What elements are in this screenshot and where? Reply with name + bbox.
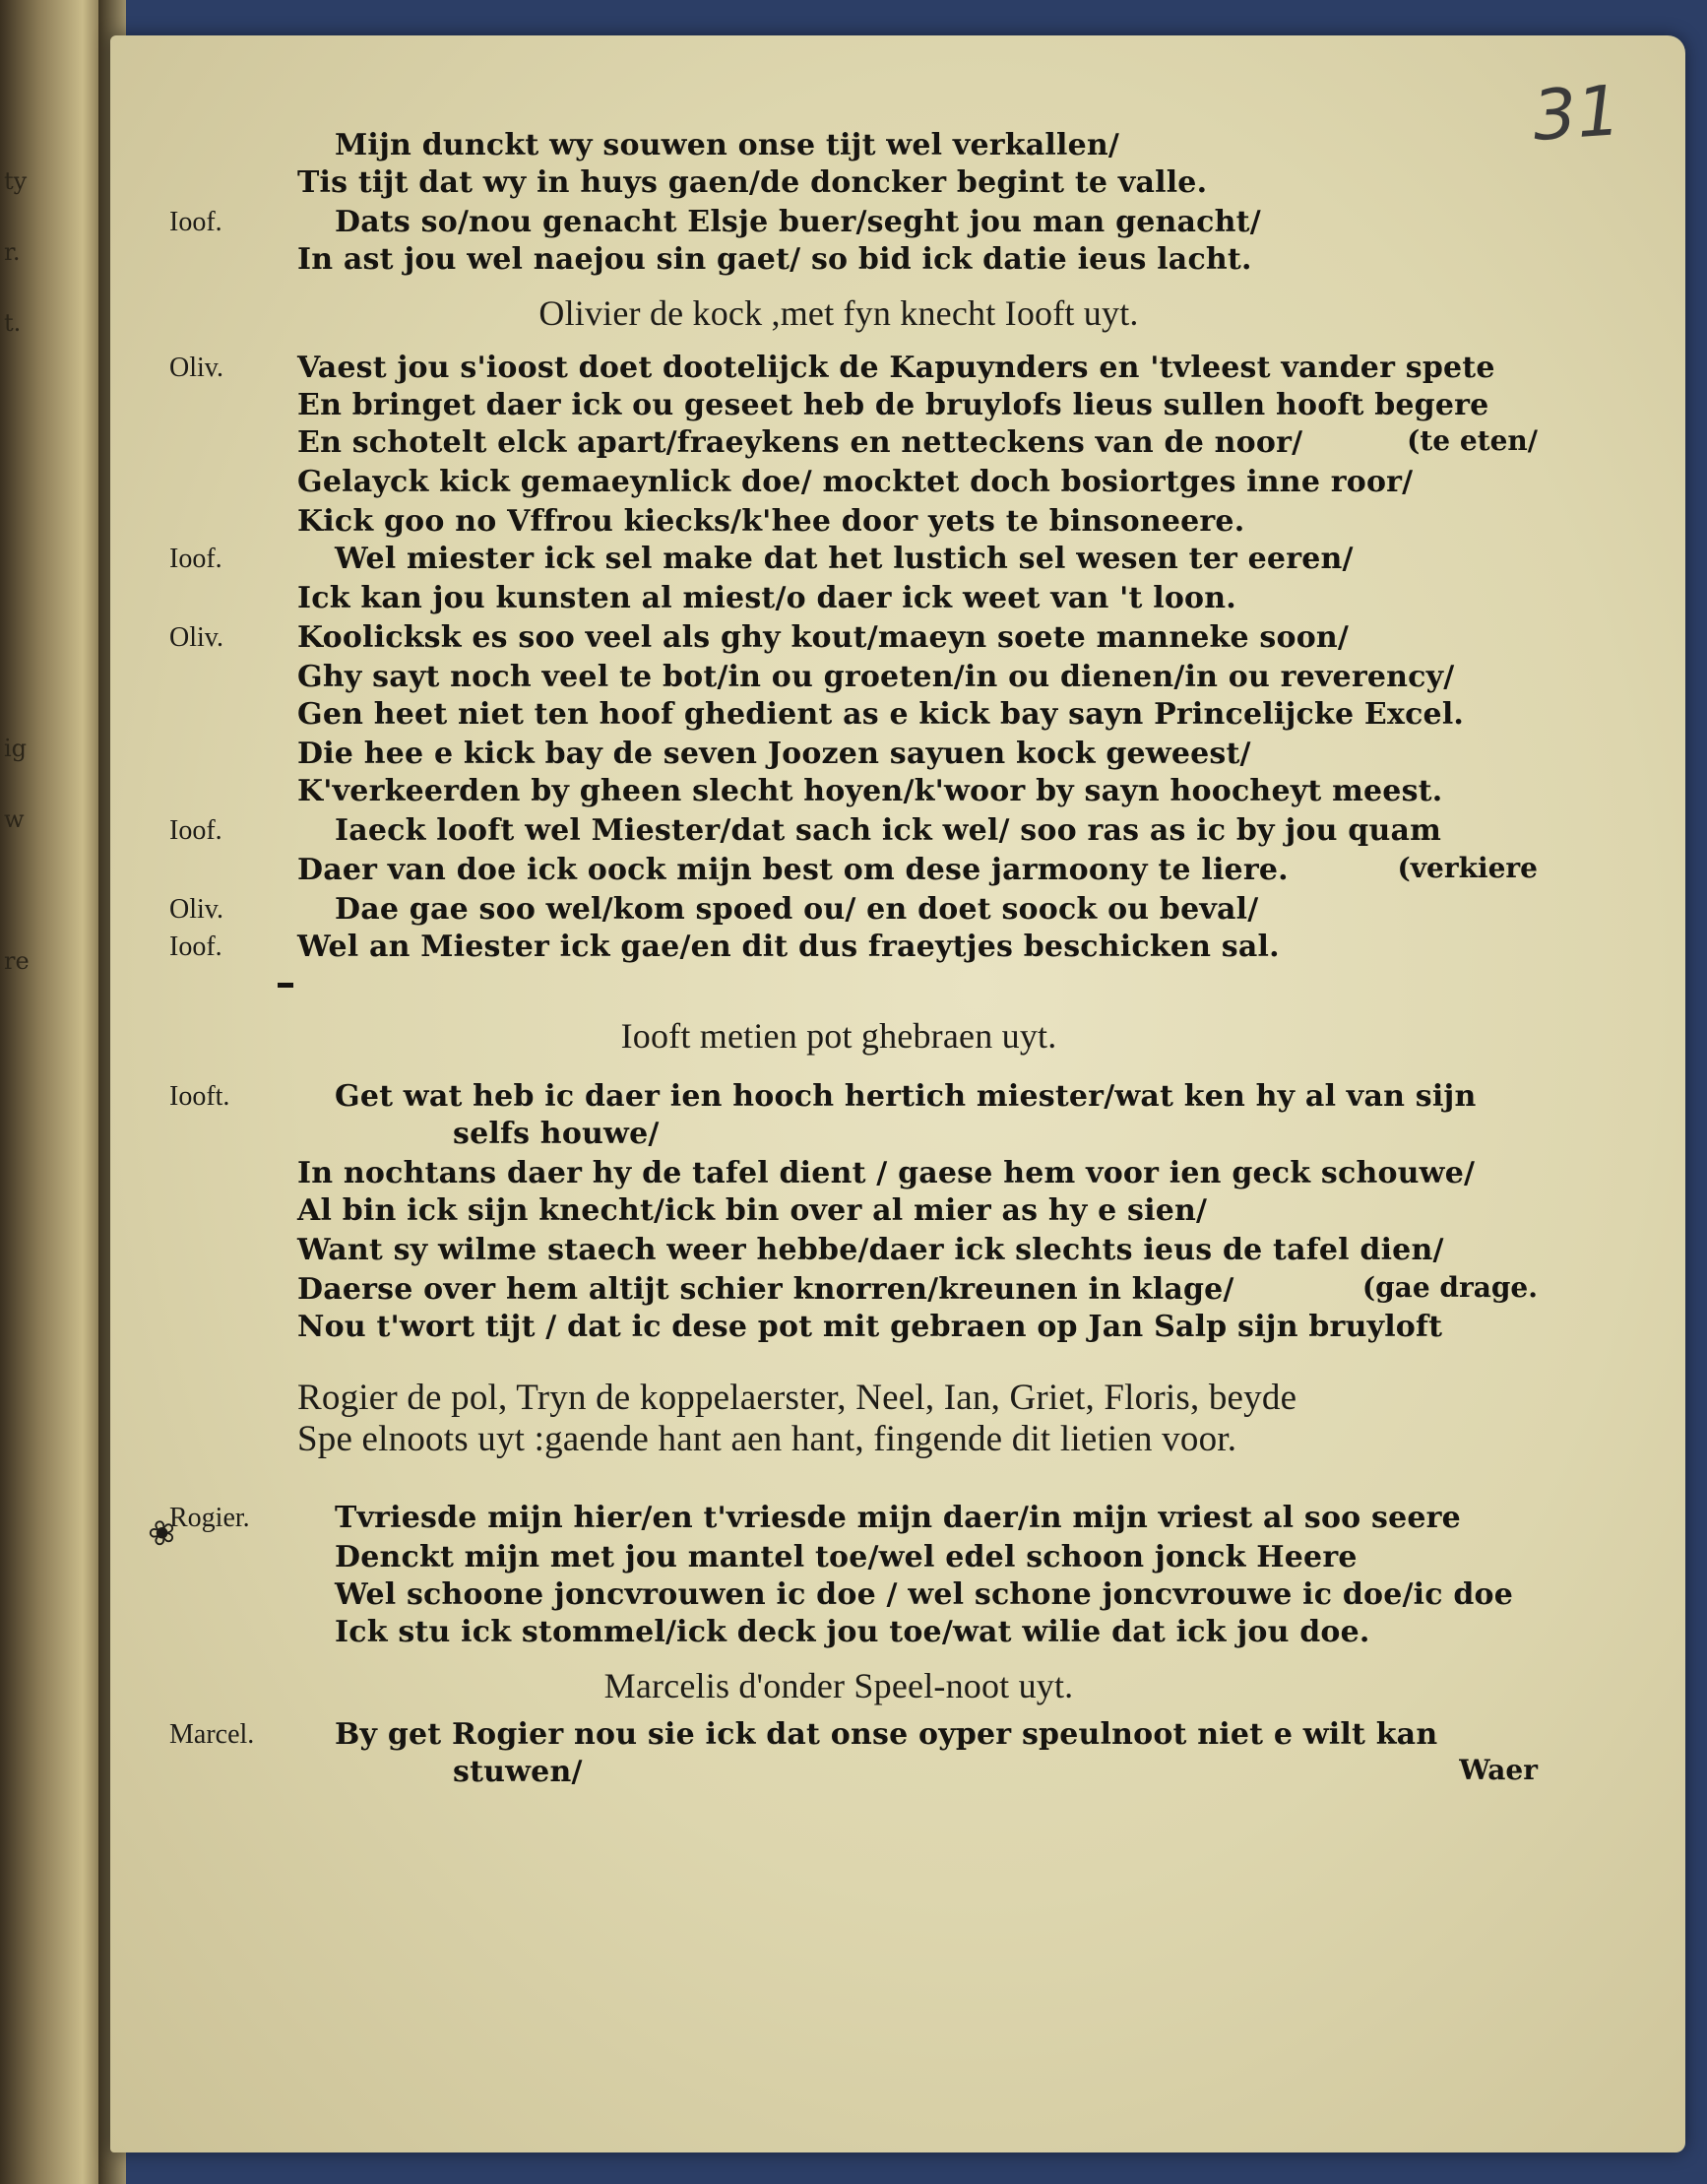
facing-page-fragment: r. — [4, 238, 21, 266]
verse-line: Tis tijt dat wy in huys gaen/de doncker begint te valle. — [297, 165, 1208, 200]
speaker-label: Oliv. — [169, 353, 223, 383]
stage-direction-rubric: Rogier de pol, Tryn de koppelaerster, Neel, Ian, Griet, Floris, beyde — [297, 1378, 1297, 1418]
verse-line: Iaeck looft wel Miester/dat sach ick wel/ soo ras as ic by jou quam — [335, 813, 1442, 848]
speaker-label: Ioof. — [169, 931, 222, 962]
verse-line: stuwen/ — [453, 1755, 583, 1789]
speaker-label: Ioof. — [169, 815, 222, 846]
speaker-label: Iooft. — [169, 1081, 230, 1112]
verse-line: Vaest jou s'ioost doet dootelijck de Kapuynders en 'tvleest vander spete — [297, 351, 1495, 385]
turned-line-fragment: (gae drage. — [1361, 1271, 1538, 1304]
folio-number: 31 — [1530, 69, 1623, 158]
verse-line: In nochtans daer hy de tafel dient / gaese hem voor ien geck schouwe/ — [297, 1156, 1476, 1190]
verse-line: Mijn dunckt wy souwen onse tijt wel verkallen/ — [335, 128, 1120, 162]
facing-page-fragment: t. — [4, 309, 22, 337]
verse-line: Get wat heb ic daer ien hooch hertich miester/wat ken hy al van sijn — [335, 1079, 1477, 1114]
speaker-label: Rogier. — [169, 1503, 250, 1533]
stage-direction-heading: Marcelis d'onder Speel-noot uyt. — [603, 1666, 1074, 1705]
book-page — [110, 35, 1685, 2152]
stage-direction-heading: Iooft metien pot ghebraen uyt. — [620, 1016, 1057, 1056]
verse-line: By get Rogier nou sie ick dat onse oyper speulnoot niet e wilt kan — [335, 1717, 1438, 1752]
verse-line: Kick goo no Vffrou kiecks/k'hee door yets te binsoneere. — [297, 504, 1245, 539]
verse-line: En schotelt elck apart/fraeykens en netteckens van de noor/ — [297, 425, 1303, 460]
verse-line: Nou t'wort tijt / dat ic dese pot mit gebraen op Jan Salp sijn bruyloft — [297, 1310, 1443, 1344]
verse-line: K'verkeerden by gheen slecht hoyen/k'woor by sayn hoocheyt meest. — [297, 774, 1443, 808]
stage-direction-heading: Olivier de kock ,met fyn knecht Iooft uyt. — [538, 293, 1139, 333]
verse-line: Al bin ick sijn knecht/ick bin over al mier as hy e sien/ — [297, 1193, 1208, 1228]
verse-line: selfs houwe/ — [453, 1117, 660, 1151]
facing-page-fragment: ig — [4, 735, 28, 762]
facing-page-fragment: ty — [4, 167, 28, 195]
rule-mark — [278, 983, 293, 988]
turned-line-fragment: (verkiere — [1397, 852, 1538, 884]
verse-line: In ast jou wel naejou sin gaet/ so bid ick datie ieus lacht. — [297, 242, 1252, 277]
verse-line: Die hee e kick bay de seven Joozen sayuen kock geweest/ — [297, 737, 1251, 771]
speaker-label: Ioof. — [169, 207, 222, 237]
verse-line: Gelayck kick gemaeynlick doe/ mocktet doch bosiortges inne roor/ — [297, 465, 1414, 499]
turned-line-fragment: (te eten/ — [1407, 424, 1538, 457]
verse-line: Tvriesde mijn hier/en t'vriesde mijn daer/in mijn vriest al soo seere — [335, 1501, 1461, 1535]
speaker-label: Ioof. — [169, 544, 222, 574]
stage-direction-rubric: Spe elnoots uyt :gaende hant aen hant, fingende dit lietien voor. — [297, 1419, 1237, 1459]
facing-page-edge — [0, 0, 110, 2184]
printer-ornament-icon: ❀ — [143, 1518, 182, 1547]
verse-line: Wel schoone joncvrouwen ic doe / wel schone joncvrouwe ic doe/ic doe — [335, 1577, 1514, 1612]
verse-line: Koolicksk es soo veel als ghy kout/maeyn soete manneke soon/ — [297, 620, 1350, 655]
verse-line: Ick stu ick stommel/ick deck jou toe/wat wilie dat ick jou doe. — [335, 1615, 1370, 1649]
turned-line-fragment: Waer — [1459, 1754, 1538, 1786]
speaker-label: Marcel. — [169, 1719, 255, 1750]
verse-line: Daerse over hem altijt schier knorren/kreunen in klage/ — [297, 1272, 1234, 1307]
verse-line: En bringet daer ick ou geseet heb de bruylofs lieus sullen hooft begere — [297, 388, 1489, 422]
verse-line: Dats so/nou genacht Elsje buer/seght jou man genacht/ — [335, 205, 1261, 239]
verse-line: Wel an Miester ick gae/en dit dus fraeytjes beschicken sal. — [297, 930, 1280, 964]
speaker-label: Oliv. — [169, 894, 223, 925]
verse-line: Dae gae soo wel/kom spoed ou/ en doet soock ou beval/ — [335, 892, 1259, 927]
verse-line: Denckt mijn met jou mantel toe/wel edel schoon jonck Heere — [335, 1540, 1358, 1574]
verse-line: Gen heet niet ten hoof ghedient as e kick bay sayn Princelijcke Excel. — [297, 697, 1465, 732]
verse-line: Daer van doe ick oock mijn best om dese jarmoony te liere. — [297, 853, 1289, 887]
verse-line: Ghy sayt noch veel te bot/in ou groeten/in ou dienen/in ou reverency/ — [297, 660, 1455, 694]
facing-page-fragment: w — [4, 805, 25, 833]
facing-page-fragment: re — [4, 947, 30, 975]
verse-line: Wel miester ick sel make dat het lustich sel wesen ter eeren/ — [335, 542, 1354, 576]
speaker-label: Oliv. — [169, 622, 223, 653]
verse-line: Want sy wilme staech weer hebbe/daer ick slechts ieus de tafel dien/ — [297, 1233, 1444, 1267]
verse-line: Ick kan jou kunsten al miest/o daer ick weet van 't loon. — [297, 581, 1236, 615]
